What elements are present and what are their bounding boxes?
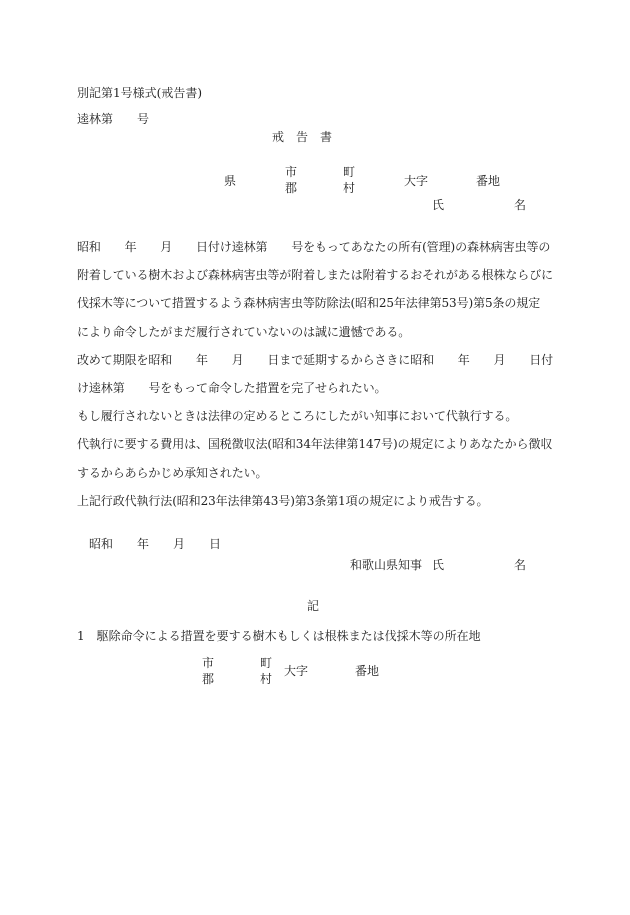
body-line: 附着している樹木および森林病害虫等が附着しまたは附着するおそれがある根株ならびに [77, 268, 554, 282]
form-label: 別記第1号様式(戒告書) [77, 86, 202, 100]
location-town: 町 [260, 656, 273, 670]
body-line: により命令したがまだ履行されていないのは誠に遺憾である。 [77, 325, 411, 339]
address-town: 町 [343, 165, 356, 179]
body-line: するからあらかじめ承知されたい。 [77, 466, 268, 480]
address-prefecture: 県 [224, 174, 237, 188]
body-line: 昭和 年 月 日付け逵林第 号をもってあなたの所有(管理)の森林病害虫等の [77, 240, 551, 254]
location-banchi: 番地 [355, 664, 380, 678]
body-line: 代執行に要する費用は、国税徴収法(昭和34年法律第147号)の規定によりあなたから徴収 [77, 437, 553, 451]
recipient-name-label-shi: 氏 [432, 198, 445, 212]
doc-number-suffix: 号 [137, 112, 150, 126]
body-line: 上記行政代執行法(昭和23年法律第43号)第3条第1項の規定により戒告する。 [77, 494, 489, 508]
recipient-name-label-mei: 名 [514, 198, 527, 212]
address-oaza: 大字 [404, 174, 429, 188]
issuer-name-label-mei: 名 [514, 558, 527, 572]
item-1-heading: 1 駆除命令による措置を要する樹木もしくは根株または伐採木等の所在地 [77, 629, 481, 643]
doc-number-prefix: 逵林第 [77, 112, 114, 126]
ki-heading: 記 [307, 599, 320, 613]
address-village: 村 [343, 181, 356, 195]
location-village: 村 [260, 672, 273, 686]
location-oaza: 大字 [284, 664, 309, 678]
location-gun: 郡 [202, 672, 215, 686]
body-line: 伐採木等について措置するよう森林病害虫等防除法(昭和25年法律第53号)第5条の規定 [77, 296, 541, 310]
issuer-name-label-shi: 氏 [432, 558, 445, 572]
document-title: 戒 告 書 [272, 130, 333, 144]
location-city: 市 [202, 656, 215, 670]
issue-date: 昭和 年 月 日 [89, 537, 222, 551]
issuer: 和歌山県知事 [350, 558, 423, 572]
address-banchi: 番地 [476, 174, 501, 188]
body-line: 改めて期限を昭和 年 月 日まで延期するからさきに昭和 年 月 日付 [77, 353, 554, 367]
body-line: もし履行されないときは法律の定めるところにしたがい知事において代執行する。 [77, 409, 518, 423]
address-city: 市 [285, 165, 298, 179]
address-gun: 郡 [285, 181, 298, 195]
body-line: け逵林第 号をもって命令した措置を完了せられたい。 [77, 381, 387, 395]
